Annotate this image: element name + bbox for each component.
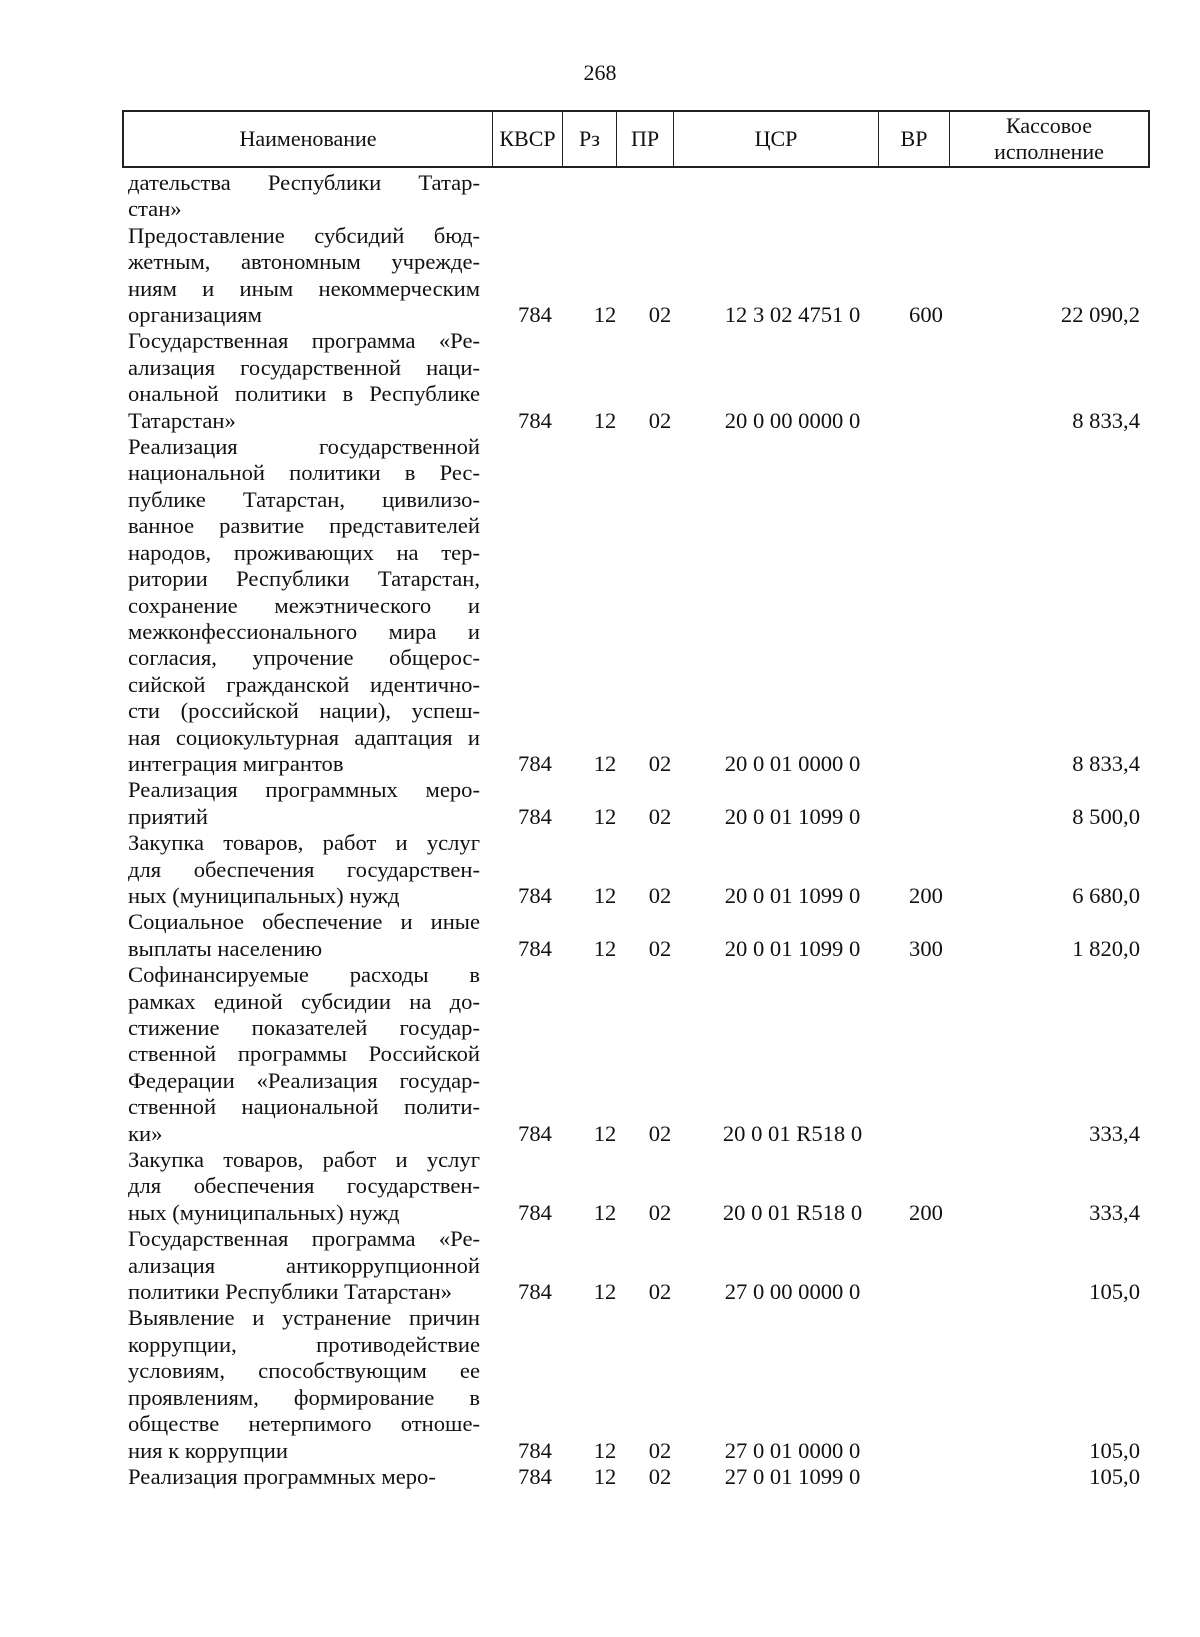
name-line: ных (муниципальных) нужд (128, 1199, 400, 1225)
table-row (128, 1305, 1146, 1463)
name-line: Федерации «Реализация государ- (128, 1067, 480, 1093)
row-name (128, 1305, 480, 1463)
cell-rz: 12 (593, 1120, 617, 1146)
cell-kvsr: 784 (518, 882, 552, 908)
cell-kassovoe-ispolnenie: 8 833,4 (1072, 750, 1140, 776)
header-vr: ВР (878, 112, 949, 166)
cell-pr: 02 (648, 935, 672, 961)
table-row (128, 830, 1146, 909)
cell-csr: 20 0 01 R518 0 (722, 1120, 863, 1146)
cell-csr: 27 0 01 1099 0 (724, 1463, 861, 1489)
cell-kassovoe-ispolnenie: 22 090,2 (1060, 302, 1140, 328)
cell-kvsr: 784 (518, 1437, 552, 1463)
cell-kassovoe-ispolnenie: 105,0 (1089, 1463, 1140, 1489)
table-row (128, 909, 1146, 962)
cell-kassovoe-ispolnenie: 105,0 (1089, 1279, 1140, 1305)
table-row (128, 223, 1146, 329)
cell-pr: 02 (648, 1437, 672, 1463)
name-line: национальной политики в Рес- (128, 460, 480, 486)
cell-csr: 27 0 00 0000 0 (724, 1279, 861, 1305)
cell-vr: 300 (909, 935, 943, 961)
cell-kassovoe-ispolnenie: 105,0 (1089, 1437, 1140, 1463)
name-line: ональной политики в Республике (128, 381, 480, 407)
row-name (128, 1464, 480, 1490)
name-line: сийской гражданской идентично- (128, 671, 480, 697)
cell-kvsr: 784 (518, 803, 552, 829)
row-name (128, 434, 480, 777)
page-number: 268 (583, 60, 617, 85)
cell-rz: 12 (593, 1279, 617, 1305)
name-line: интеграция мигрантов (128, 750, 344, 776)
name-line: приятий (128, 803, 208, 829)
cell-csr: 20 0 01 1099 0 (724, 935, 861, 961)
name-line: для обеспечения государствен- (128, 856, 480, 882)
table-row (128, 962, 1146, 1147)
table-body (128, 170, 1146, 1490)
name-line: ных (муниципальных) нужд (128, 882, 400, 908)
cell-rz: 12 (593, 882, 617, 908)
table-row (128, 170, 1146, 223)
cell-kassovoe-ispolnenie: 6 680,0 (1072, 882, 1140, 908)
cell-rz: 12 (593, 750, 617, 776)
cell-rz: 12 (593, 1437, 617, 1463)
name-line: жетным, автономным учрежде- (128, 249, 480, 275)
cell-pr: 02 (648, 1120, 672, 1146)
name-line: проявлениям, формирование в (128, 1384, 480, 1410)
cell-pr: 02 (648, 407, 672, 433)
cell-pr: 02 (648, 1199, 672, 1225)
name-line: политики Республики Татарстан» (128, 1279, 452, 1305)
name-line: Софинансируемые расходы в (128, 962, 480, 988)
name-line: ниям и иным некоммерческим (128, 275, 480, 301)
cell-kassovoe-ispolnenie: 8 833,4 (1072, 407, 1140, 433)
name-line: обществе нетерпимого отноше- (128, 1411, 480, 1437)
cell-rz: 12 (593, 302, 617, 328)
name-line: Предоставление субсидий бюд- (128, 222, 480, 248)
table-row (128, 1226, 1146, 1305)
name-line: согласия, упрочение общерос- (128, 645, 480, 671)
name-line: ализация антикоррупционной (128, 1252, 480, 1278)
row-name (128, 830, 480, 909)
row-name (128, 328, 480, 434)
table-row (128, 328, 1146, 434)
cell-kvsr: 784 (518, 935, 552, 961)
cell-kvsr: 784 (518, 1279, 552, 1305)
cell-pr: 02 (648, 302, 672, 328)
cell-csr: 12 3 02 4751 0 (724, 302, 861, 328)
name-line: стан» (128, 196, 182, 222)
cell-rz: 12 (593, 803, 617, 829)
header-pr: ПР (616, 112, 673, 166)
table-row (128, 1464, 1146, 1490)
cell-csr: 27 0 01 0000 0 (724, 1437, 861, 1463)
name-line: публике Татарстан, цивилизо- (128, 486, 480, 512)
name-line: сохранение межэтнического и (128, 592, 480, 618)
name-line: народов, проживающих на тер- (128, 539, 480, 565)
name-line: организациям (128, 302, 262, 328)
header-kassovoe-ispolnenie: Кассовое исполнение (949, 112, 1148, 166)
cell-kvsr: 784 (518, 407, 552, 433)
cell-csr: 20 0 00 0000 0 (724, 407, 861, 433)
name-line: ния к коррупции (128, 1437, 288, 1463)
cell-pr: 02 (648, 1279, 672, 1305)
cell-kassovoe-ispolnenie: 1 820,0 (1072, 935, 1140, 961)
name-line: межконфессионального мира и (128, 618, 480, 644)
cell-rz: 12 (593, 407, 617, 433)
name-line: для обеспечения государствен- (128, 1173, 480, 1199)
name-line: Реализация программных меро- (128, 777, 480, 803)
name-line: ственной программы Российской (128, 1041, 480, 1067)
row-name (128, 1147, 480, 1226)
name-line: Реализация государственной (128, 434, 480, 460)
name-line: ритории Республики Татарстан, (128, 566, 480, 592)
cell-csr: 20 0 01 1099 0 (724, 803, 861, 829)
name-line: ственной национальной полити- (128, 1094, 480, 1120)
name-line: выплаты населению (128, 935, 323, 961)
cell-vr: 600 (909, 302, 943, 328)
row-name (128, 962, 480, 1147)
cell-pr: 02 (648, 750, 672, 776)
cell-kvsr: 784 (518, 750, 552, 776)
name-line: Социальное обеспечение и иные (128, 909, 480, 935)
name-line: Закупка товаров, работ и услуг (128, 1147, 480, 1173)
name-line: дательства Республики Татар- (128, 170, 480, 195)
cell-vr: 200 (909, 1199, 943, 1225)
header-kvsr: КВСР (492, 112, 562, 166)
cell-vr: 200 (909, 882, 943, 908)
cell-rz: 12 (593, 1463, 617, 1489)
row-name (128, 1226, 480, 1305)
cell-rz: 12 (593, 935, 617, 961)
cell-csr: 20 0 01 1099 0 (724, 882, 861, 908)
cell-kassovoe-ispolnenie: 333,4 (1089, 1199, 1140, 1225)
name-line: сти (российской нации), успеш- (128, 698, 480, 724)
cell-csr: 20 0 01 0000 0 (724, 750, 861, 776)
cell-kvsr: 784 (518, 302, 552, 328)
name-line: ализация государственной наци- (128, 354, 480, 380)
table-row (128, 777, 1146, 830)
cell-rz: 12 (593, 1199, 617, 1225)
header-rz: Рз (562, 112, 616, 166)
cell-kvsr: 784 (518, 1120, 552, 1146)
cell-kvsr: 784 (518, 1463, 552, 1489)
name-line: стижение показателей государ- (128, 1015, 480, 1040)
cell-pr: 02 (648, 882, 672, 908)
name-line: Закупка товаров, работ и услуг (128, 830, 480, 856)
name-line: Реализация программных меро- (128, 1463, 436, 1489)
name-line: Выявление и устранение причин (128, 1305, 480, 1331)
name-line: ки» (128, 1120, 163, 1146)
name-line: Государственная программа «Ре- (128, 1226, 480, 1252)
row-name (128, 170, 480, 223)
name-line: ванное развитие представителей (128, 513, 480, 539)
name-line: коррупции, противодействие (128, 1331, 480, 1357)
row-name (128, 777, 480, 830)
row-name (128, 223, 480, 329)
cell-kvsr: 784 (518, 1199, 552, 1225)
name-line: Государственная программа «Ре- (128, 328, 480, 354)
cell-pr: 02 (648, 803, 672, 829)
header-name: Наименование (239, 126, 377, 151)
name-line: условиям, способствующим ее (128, 1358, 480, 1384)
name-line: рамках единой субсидии на до- (128, 988, 480, 1014)
table-row (128, 1147, 1146, 1226)
name-line: Татарстан» (128, 407, 236, 433)
cell-kassovoe-ispolnenie: 8 500,0 (1072, 803, 1140, 829)
table-header (122, 110, 1150, 168)
cell-pr: 02 (648, 1463, 672, 1489)
row-name (128, 909, 480, 962)
cell-kassovoe-ispolnenie: 333,4 (1089, 1120, 1140, 1146)
header-csr: ЦСР (673, 112, 878, 166)
table-row (128, 434, 1146, 777)
name-line: ная социокультурная адаптация и (128, 724, 480, 750)
cell-csr: 20 0 01 R518 0 (722, 1199, 863, 1225)
